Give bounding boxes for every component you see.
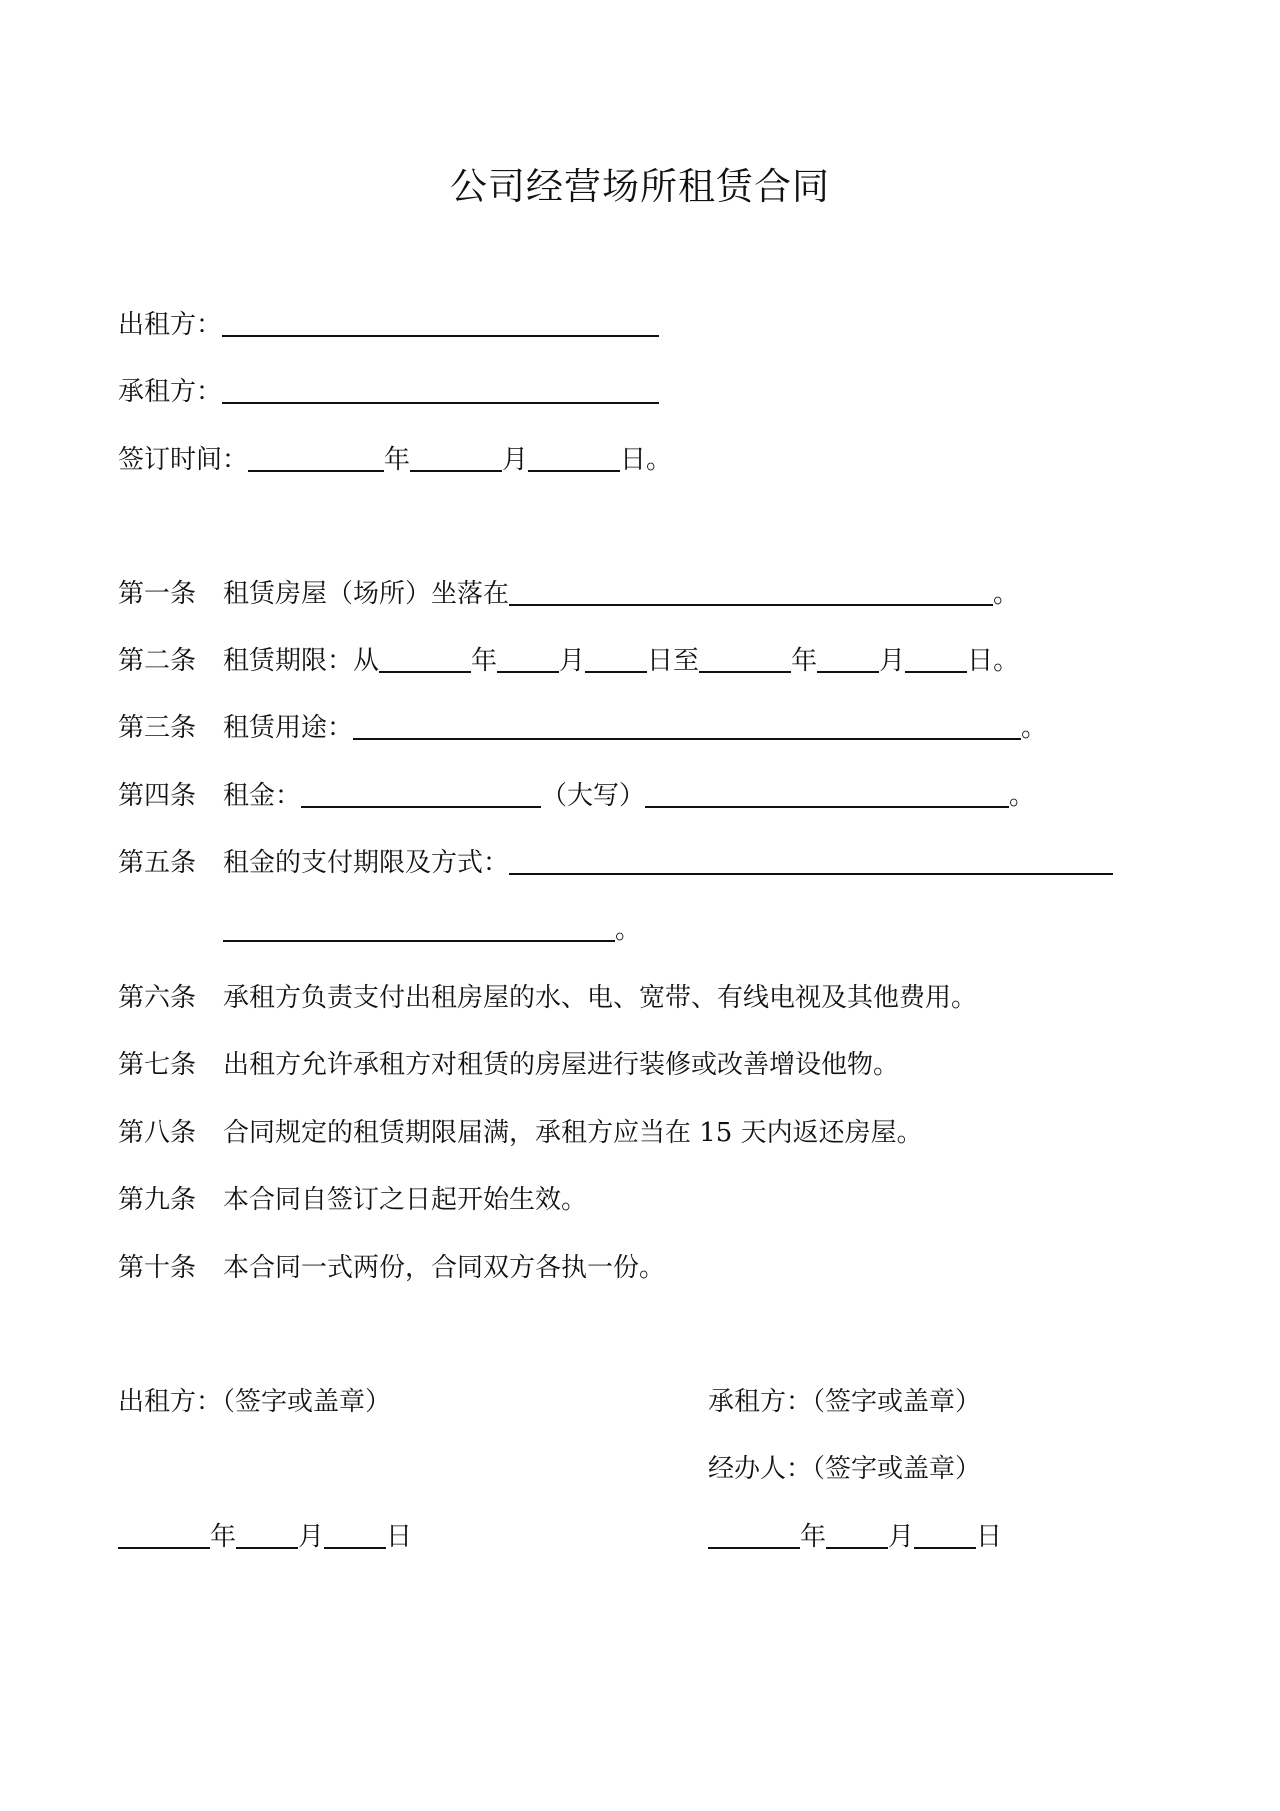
article-10-text: 本合同一式两份，合同双方各执一份。	[223, 1253, 666, 1283]
lessor-label: 出租方：	[118, 310, 223, 340]
article-4-number: 第四条	[118, 781, 197, 811]
term-start-month-blank[interactable]	[497, 641, 559, 673]
lessee-blank[interactable]	[222, 372, 659, 404]
rent-caps-blank[interactable]	[645, 776, 1009, 808]
lessee-month-label: 月	[888, 1522, 915, 1552]
article-3-end: 。	[1021, 713, 1048, 743]
lessor-month-blank[interactable]	[236, 1517, 298, 1549]
term-start-month-label: 月	[559, 646, 586, 676]
lessee-sign-date	[708, 1517, 1002, 1557]
article-10-number: 第十条	[118, 1253, 197, 1283]
sign-day-label: 日。	[620, 445, 673, 475]
sign-year-blank[interactable]	[248, 440, 384, 472]
article-5-continuation	[223, 910, 641, 950]
lessor-blank[interactable]	[222, 305, 659, 337]
article-4-end: 。	[1009, 781, 1036, 811]
article-8-number: 第八条	[118, 1118, 197, 1148]
term-start-day-label: 日至	[647, 646, 700, 676]
lessee-line	[118, 372, 659, 412]
article-6-text: 承租方负责支付出租房屋的水、电、宽带、有线电视及其他费用。	[223, 983, 978, 1013]
payment-method-blank[interactable]	[509, 843, 1113, 875]
lessee-day-label: 日	[976, 1522, 1003, 1552]
article-9-text: 本合同自签订之日起开始生效。	[223, 1185, 588, 1215]
article-7	[118, 1045, 899, 1085]
document-title: 公司经营场所租赁合同	[450, 165, 830, 208]
article-8	[118, 1113, 923, 1153]
article-6-number: 第六条	[118, 983, 197, 1013]
article-4-text: 租金：	[223, 781, 302, 811]
lessor-month-label: 月	[298, 1522, 325, 1552]
lessee-signature: 承租方：（签字或盖章）	[708, 1387, 982, 1417]
article-7-number: 第七条	[118, 1050, 197, 1080]
term-start-year-label: 年	[471, 646, 498, 676]
lessor-year-blank[interactable]	[118, 1517, 210, 1549]
sign-year-label: 年	[384, 445, 411, 475]
article-3-text: 租赁用途：	[223, 713, 354, 743]
article-1	[118, 574, 1019, 614]
sign-month-label: 月	[502, 445, 529, 475]
lessor-line	[118, 305, 659, 345]
article-9	[118, 1180, 587, 1220]
lessee-day-blank[interactable]	[914, 1517, 976, 1549]
article-10	[118, 1248, 665, 1288]
sign-date-line	[118, 440, 672, 480]
rent-caps-label: （大写）	[541, 781, 646, 811]
lessor-year-label: 年	[210, 1522, 237, 1552]
article-1-number: 第一条	[118, 579, 197, 609]
lessee-year-blank[interactable]	[708, 1517, 800, 1549]
lessee-month-blank[interactable]	[826, 1517, 888, 1549]
article-2-text: 租赁期限：从	[223, 646, 380, 676]
term-start-year-blank[interactable]	[379, 641, 471, 673]
article-1-text: 租赁房屋（场所）坐落在	[223, 579, 510, 609]
article-6	[118, 978, 977, 1018]
term-start-day-blank[interactable]	[585, 641, 647, 673]
usage-blank[interactable]	[353, 708, 1021, 740]
term-end-day-blank[interactable]	[905, 641, 967, 673]
article-3	[118, 708, 1047, 748]
article-2	[118, 641, 1019, 681]
sign-day-blank[interactable]	[528, 440, 620, 472]
article-7-text: 出租方允许承租方对租赁的房屋进行装修或改善增设他物。	[223, 1050, 900, 1080]
payment-method-blank-2[interactable]	[223, 910, 615, 942]
article-1-end: 。	[993, 579, 1020, 609]
article-5-text: 租金的支付期限及方式：	[223, 848, 510, 878]
term-end-year-blank[interactable]	[699, 641, 791, 673]
term-end-month-blank[interactable]	[817, 641, 879, 673]
lessor-day-blank[interactable]	[324, 1517, 386, 1549]
sign-month-blank[interactable]	[410, 440, 502, 472]
article-9-number: 第九条	[118, 1185, 197, 1215]
article-3-number: 第三条	[118, 713, 197, 743]
term-end-year-label: 年	[791, 646, 818, 676]
lessor-sign-date	[118, 1517, 412, 1557]
location-blank[interactable]	[509, 574, 993, 606]
article-4	[118, 776, 1035, 816]
article-5-end: 。	[615, 915, 642, 945]
agent-signature: 经办人：（签字或盖章）	[708, 1454, 982, 1484]
article-5-number: 第五条	[118, 848, 197, 878]
article-5	[118, 843, 1113, 883]
term-end-day-label: 日。	[967, 646, 1020, 676]
lessor-signature: 出租方：（签字或盖章）	[118, 1387, 392, 1417]
lessor-day-label: 日	[386, 1522, 413, 1552]
rent-amount-blank[interactable]	[301, 776, 541, 808]
lessee-year-label: 年	[800, 1522, 827, 1552]
lessee-label: 承租方：	[118, 377, 223, 407]
article-2-number: 第二条	[118, 646, 197, 676]
sign-date-label: 签订时间：	[118, 445, 249, 475]
article-8-text: 合同规定的租赁期限届满，承租方应当在 15 天内返还房屋。	[223, 1118, 923, 1148]
term-end-month-label: 月	[879, 646, 906, 676]
